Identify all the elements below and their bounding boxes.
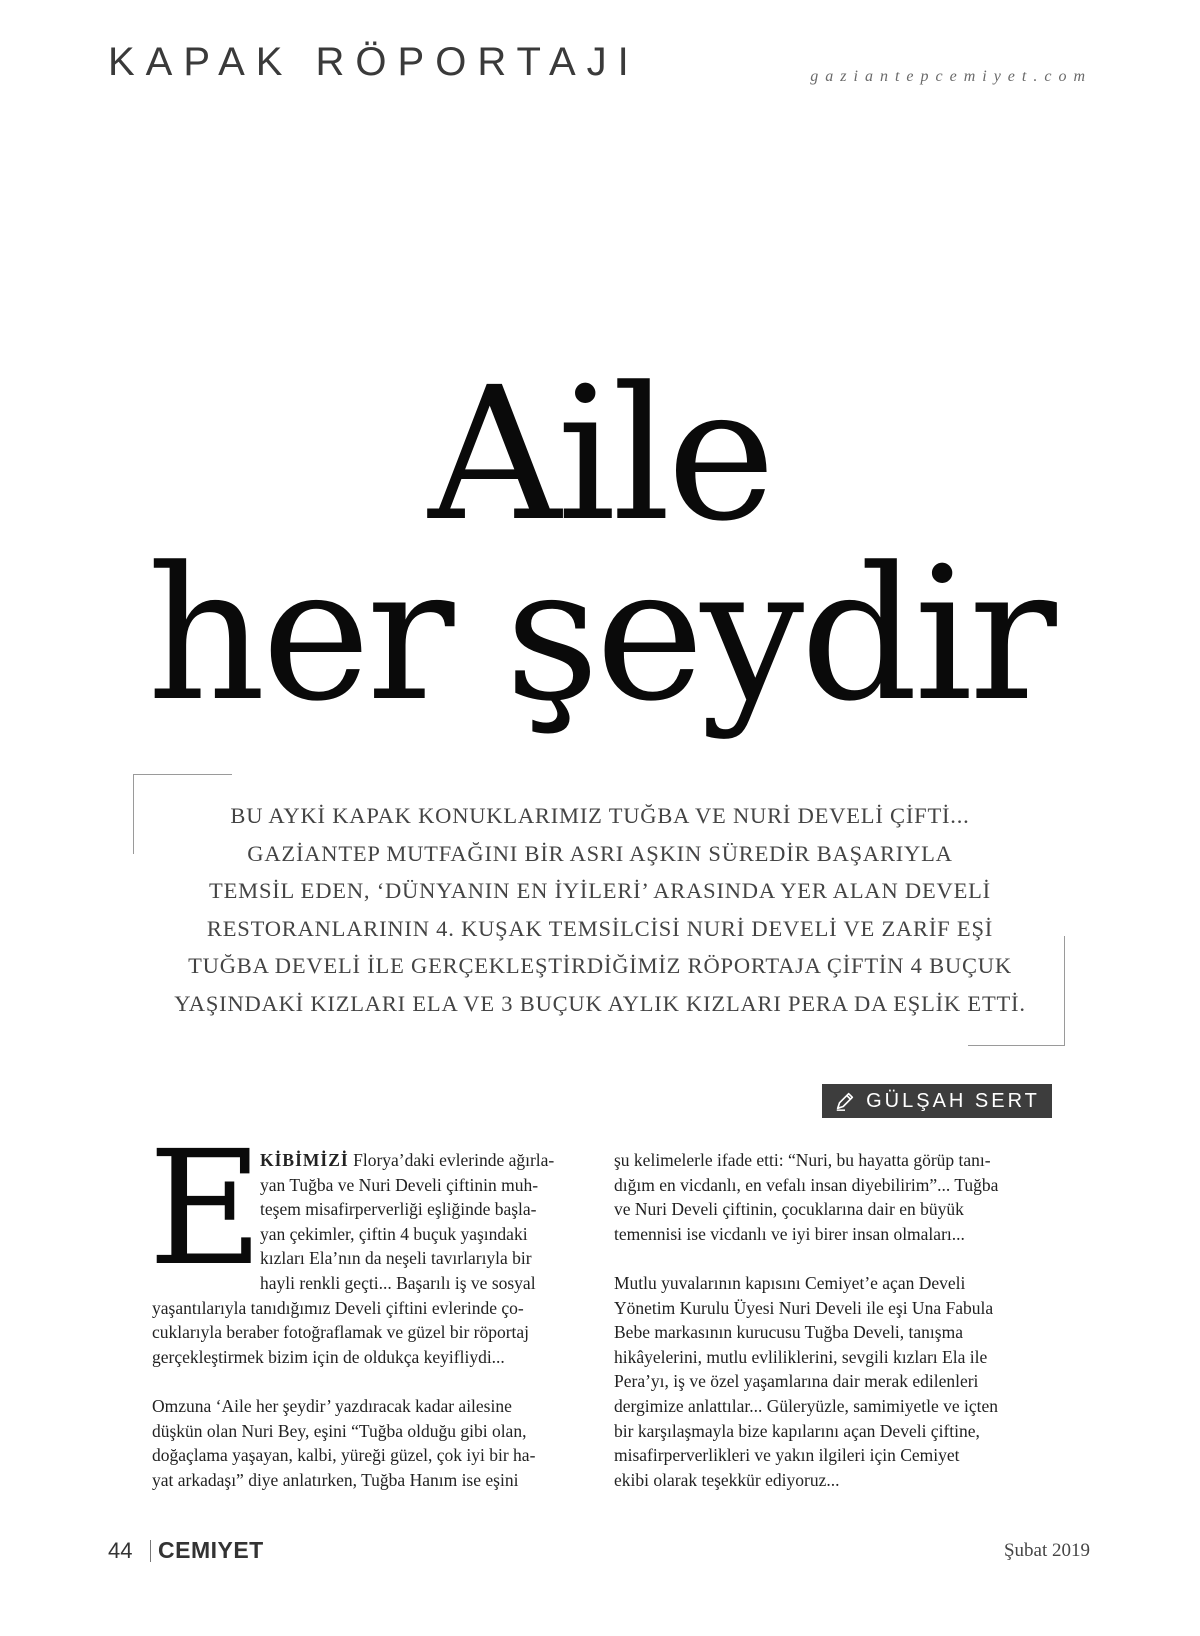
paragraph-line: teşem misafirperverliği eşliğinde başla-	[260, 1199, 537, 1220]
intro-line: BU AYKİ KAPAK KONUKLARIMIZ TUĞBA VE NURİ DEVELİ ÇİFTİ...	[230, 803, 970, 828]
paragraph-line: yaşantılarıyla tanıdığımız Develi çiftini evlerinde ço-	[152, 1297, 524, 1318]
paragraph-line: bir karşılaşmayla bize kapılarını açan Develi çiftine,	[614, 1420, 980, 1441]
intro-line: TUĞBA DEVELİ İLE GERÇEKLEŞTİRDİĞİMİZ RÖPORTAJA ÇİFTİN 4 BUÇUK	[188, 953, 1012, 978]
section-label: KAPAK RÖPORTAJI	[108, 40, 640, 84]
paragraph-gap	[614, 1246, 1054, 1271]
paragraph-line: hikâyelerini, mutlu evliliklerini, sevgili kızları Ela ile	[614, 1346, 988, 1367]
author-name: GÜLŞAH SERT	[866, 1089, 1040, 1112]
lead-line-text: Florya’daki evlerinde ağırla-	[348, 1150, 555, 1170]
paragraph-line: yan çekimler, çiftin 4 buçuk yaşındaki	[260, 1223, 528, 1244]
frame-corner-bottom-right-horizontal	[968, 1045, 1065, 1046]
paragraph-line: kızları Ela’nın da neşeli tavırlarıyla bir	[260, 1248, 532, 1269]
frame-corner-top-left-horizontal	[133, 774, 232, 775]
paragraph-line: gerçekleştirmek bizim için de oldukça keyifliydi...	[152, 1346, 505, 1367]
paragraph-line: yat arkadaşı” diye anlatırken, Tuğba Hanım ise eşini	[152, 1469, 519, 1490]
intro-line: RESTORANLARININ 4. KUŞAK TEMSİLCİSİ NURİ DEVELİ VE ZARİF EŞİ	[206, 915, 994, 941]
intro-line: YAŞINDAKİ KIZLARI ELA VE 3 BUÇUK AYLIK KIZLARI PERA DA EŞLİK ETTİ.	[174, 990, 1026, 1016]
paragraph-line: yan Tuğba ve Nuri Develi çiftinin muh-	[260, 1174, 539, 1195]
paragraph-line: Yönetim Kurulu Üyesi Nuri Develi ile eşi Una Fabula	[614, 1297, 994, 1318]
paragraph-line: misafirperverlikleri ve yakın ilgileri için Cemiyet	[614, 1445, 960, 1466]
paragraph-line: düşkün olan Nuri Bey, eşini “Tuğba olduğu gibi olan,	[152, 1420, 527, 1441]
article-column-left	[152, 1148, 582, 1492]
drop-cap: E	[148, 1117, 264, 1301]
intro-line: GAZİANTEP MUTFAĞINI BİR ASRI AŞKIN SÜREDİR BAŞARIYLA	[247, 840, 953, 866]
article-column-right	[614, 1148, 1054, 1492]
paragraph-line: cuklarıyla beraber fotoğraflamak ve güzel bir röportaj	[152, 1322, 530, 1343]
frame-corner-bottom-right-vertical	[1064, 936, 1065, 1046]
footer-divider	[150, 1540, 151, 1562]
magazine-name: CEMIYET	[158, 1537, 264, 1563]
paragraph-line: dığım en vicdanlı, en vefalı insan diyebilirim”... Tuğba	[614, 1174, 999, 1195]
pen-icon	[834, 1090, 856, 1112]
paragraph-line: Omzuna ‘Aile her şeydir’ yazdıracak kadar ailesine	[152, 1395, 512, 1416]
paragraph-gap	[152, 1369, 582, 1394]
headline-line-1: Aile	[428, 348, 772, 562]
paragraph-line: Mutlu yuvalarının kapısını Cemiyet’e açan Develi	[614, 1272, 966, 1293]
lead-word: KİBİMİZİ	[260, 1150, 349, 1170]
paragraph-line: dergimize anlattılar... Güleryüzle, samimiyetle ve içten	[614, 1395, 999, 1416]
frame-corner-top-left-vertical	[133, 774, 134, 854]
paragraph-line: hayli renkli geçti... Başarılı iş ve sosyal	[260, 1272, 536, 1293]
paragraph-line: doğaçlama yaşayan, kalbi, yüreği güzel, çok iyi bir ha-	[152, 1445, 536, 1466]
paragraph-line: ve Nuri Develi çiftinin, çocuklarına dair en büyük	[614, 1199, 964, 1220]
paragraph-line: Pera’yı, iş ve özel yaşamlarına dair merak edilenleri	[614, 1371, 979, 1392]
author-badge	[822, 1084, 1052, 1118]
page-number: 44	[108, 1538, 133, 1563]
intro-standfirst	[150, 797, 1050, 1022]
paragraph-line	[152, 1148, 582, 1173]
website-url: gaziantepcemiyet.com	[810, 68, 1092, 85]
paragraph-line: Bebe markasının kurucusu Tuğba Develi, tanışma	[614, 1322, 963, 1343]
paragraph-line: ekibi olarak teşekkür ediyoruz...	[614, 1469, 840, 1490]
paragraph-line: şu kelimelerle ifade etti: “Nuri, bu hayatta görüp tanı-	[614, 1150, 991, 1170]
paragraph-line: temennisi ise vicdanlı ve iyi birer insan olmaları...	[614, 1223, 965, 1244]
intro-line: TEMSİL EDEN, ‘DÜNYANIN EN İYİLERİ’ ARASINDA YER ALAN DEVELİ	[209, 878, 991, 903]
issue-date: Şubat 2019	[1003, 1540, 1090, 1561]
headline-line-2: her şeydir	[147, 528, 1053, 742]
headline	[0, 348, 1200, 742]
